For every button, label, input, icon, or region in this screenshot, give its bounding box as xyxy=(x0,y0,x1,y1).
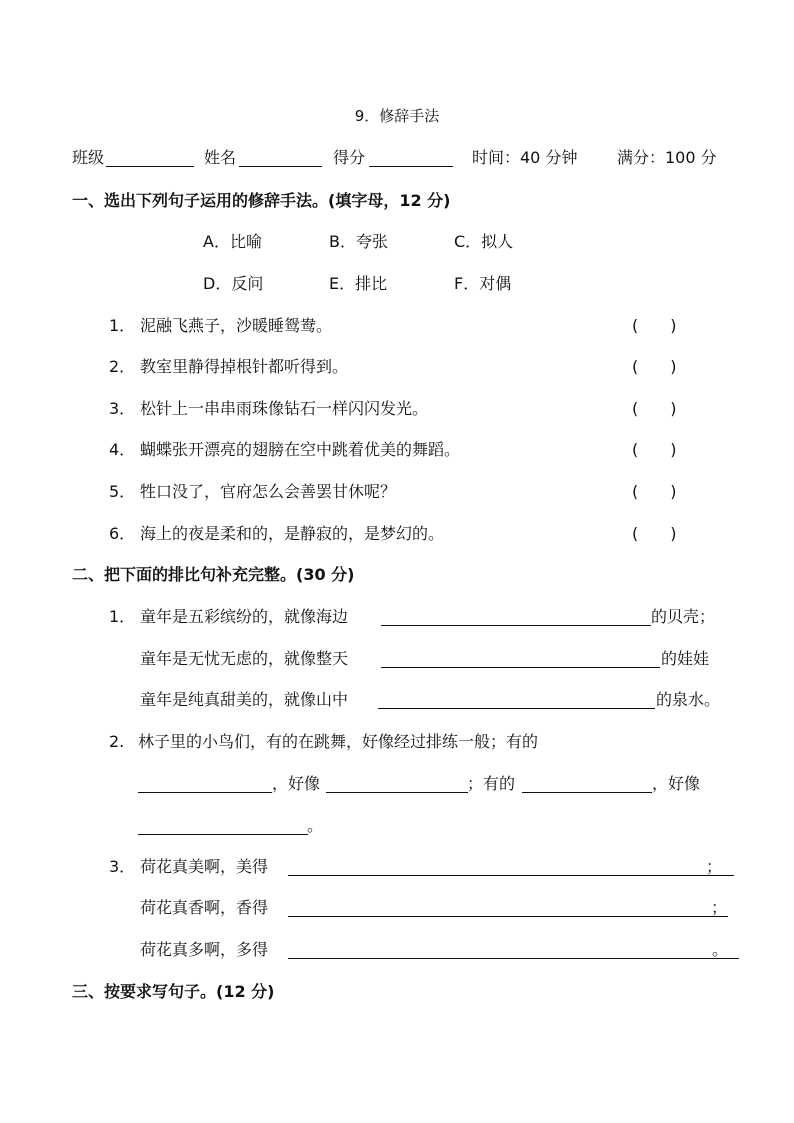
section1-heading: 一、选出下列句子运用的修辞手法。(填字母，12 分) xyxy=(72,191,451,210)
class-blank[interactable] xyxy=(106,166,194,167)
answer-paren-2[interactable]: ( ) xyxy=(632,357,677,376)
s2-q3-line1-prefix: 荷花真美啊，美得 xyxy=(140,857,269,876)
page-title: 9．修辞手法 xyxy=(354,107,440,125)
s2-q2-blank-3[interactable] xyxy=(522,792,652,793)
s2-q3-line2-prefix: 荷花真香啊，香得 xyxy=(140,898,269,917)
question-2-text: 教室里静得掉根针都听得到。 xyxy=(140,357,349,376)
question-1-text: 泥融飞燕子，沙暖睡鸳鸯。 xyxy=(140,316,333,335)
answer-paren-3[interactable]: ( ) xyxy=(632,399,677,418)
question-3-text: 松针上一串串雨珠像钻石一样闪闪发光。 xyxy=(140,399,429,418)
s2-q3-line3-prefix: 荷花真多啊，多得 xyxy=(140,940,269,959)
s2-q3-line1-blank[interactable] xyxy=(288,875,734,876)
s2-q2-comma-2: ，好像 xyxy=(652,774,701,793)
s2-q2-semicolon: ；有的 xyxy=(467,774,516,793)
question-6-number: 6． xyxy=(109,524,136,543)
question-5-number: 5． xyxy=(109,482,136,501)
time-info: 时间：40 分钟 xyxy=(472,148,578,167)
s2-q2-blank-2[interactable] xyxy=(326,792,468,793)
s2-q1-line2-blank[interactable] xyxy=(381,667,660,668)
answer-paren-6[interactable]: ( ) xyxy=(632,524,677,543)
option-a: A．比喻 xyxy=(203,232,262,251)
question-3-number: 3． xyxy=(109,399,136,418)
s2-q1-line3-suffix: 的泉水。 xyxy=(656,690,721,709)
section3-heading: 三、按要求写句子。(12 分) xyxy=(72,982,275,1001)
s2-q3-line2-blank[interactable] xyxy=(288,916,728,917)
s2-q1-line1-suffix: 的贝壳； xyxy=(651,607,716,626)
answer-paren-1[interactable]: ( ) xyxy=(632,316,677,335)
name-blank[interactable] xyxy=(239,166,322,167)
s2-q2-comma-1: ，好像 xyxy=(272,774,321,793)
s2-question-3-number: 3． xyxy=(109,857,136,876)
s2-q1-line1-blank[interactable] xyxy=(381,625,651,626)
full-score-info: 满分：100 分 xyxy=(617,148,717,167)
s2-q2-blank-1[interactable] xyxy=(138,792,272,793)
s2-q1-line3-blank[interactable] xyxy=(378,708,655,709)
question-6-text: 海上的夜是柔和的，是静寂的，是梦幻的。 xyxy=(140,524,445,543)
question-2-number: 2． xyxy=(109,357,136,376)
s2-q2-line1: 林子里的小鸟们，有的在跳舞，好像经过排练一般；有的 xyxy=(138,732,539,751)
s2-q3-line3-suffix: 。 xyxy=(712,940,729,959)
answer-paren-4[interactable]: ( ) xyxy=(632,440,677,459)
s2-q1-line3-prefix: 童年是纯真甜美的，就像山中 xyxy=(140,690,349,709)
s2-q2-end: 。 xyxy=(307,816,324,835)
s2-q1-line2-suffix: 的娃娃 xyxy=(661,649,710,668)
s2-q3-line3-blank[interactable] xyxy=(288,958,739,959)
answer-paren-5[interactable]: ( ) xyxy=(632,482,677,501)
option-c: C．拟人 xyxy=(454,232,514,251)
class-label: 班级 xyxy=(72,148,105,167)
s2-q1-line2-prefix: 童年是无忧无虑的，就像整天 xyxy=(140,649,349,668)
s2-question-1-number: 1． xyxy=(109,607,136,626)
s2-q3-line1-suffix: ； xyxy=(706,857,723,876)
option-f: F．对偶 xyxy=(454,274,512,293)
question-1-number: 1． xyxy=(109,316,136,335)
score-label: 得分 xyxy=(333,148,366,167)
option-e: E．排比 xyxy=(329,274,388,293)
option-d: D．反问 xyxy=(203,274,264,293)
score-blank[interactable] xyxy=(369,166,453,167)
option-b: B．夸张 xyxy=(329,232,388,251)
s2-q1-line1-prefix: 童年是五彩缤纷的，就像海边 xyxy=(140,607,349,626)
s2-question-2-number: 2. xyxy=(109,732,125,751)
question-5-text: 牲口没了，官府怎么会善罢甘休呢？ xyxy=(140,482,397,501)
section2-heading: 二、把下面的排比句补充完整。(30 分) xyxy=(72,565,355,584)
s2-q2-blank-4[interactable] xyxy=(138,834,308,835)
s2-q3-line2-suffix: ； xyxy=(711,898,728,917)
question-4-number: 4． xyxy=(109,440,136,459)
name-label: 姓名 xyxy=(204,148,237,167)
question-4-text: 蝴蝶张开漂亮的翅膀在空中跳着优美的舞蹈。 xyxy=(140,440,461,459)
